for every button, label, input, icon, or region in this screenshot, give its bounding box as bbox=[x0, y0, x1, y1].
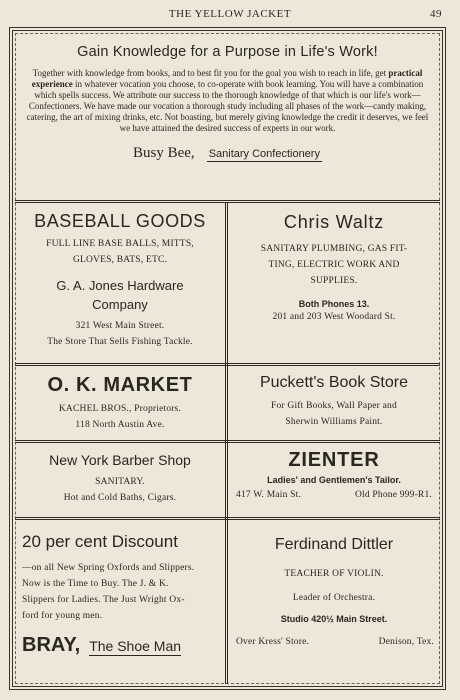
zienter-name: ZIENTER bbox=[288, 449, 380, 471]
busy-bee-ad bbox=[16, 36, 439, 198]
waltz-name: Chris Waltz bbox=[283, 212, 385, 232]
bray-tagline: The Shoe Man bbox=[89, 638, 182, 654]
pucketts-name: Puckett's Book Store bbox=[259, 374, 408, 391]
jones-line: GLOVES, BATS, ETC. bbox=[72, 255, 168, 265]
bray-name: BRAY, bbox=[22, 634, 81, 656]
divider bbox=[225, 203, 228, 684]
dittler-ad bbox=[230, 522, 438, 686]
barber-line: SANITARY. bbox=[95, 477, 145, 487]
bray-ad bbox=[22, 522, 224, 686]
dittler-location: Over Kress' Store. bbox=[236, 637, 310, 647]
dittler-line: Leader of Orchestra. bbox=[292, 593, 376, 603]
dittler-line: TEACHER OF VIOLIN. bbox=[284, 569, 384, 579]
chris-waltz-ad bbox=[230, 205, 438, 361]
busy-bee-signature bbox=[16, 144, 439, 162]
pucketts-ad bbox=[230, 368, 438, 438]
jones-slogan: The Store That Sells Fishing Tackle. bbox=[47, 337, 193, 347]
busy-bee-body-text: in whatever vocation you choose, to co-operate with book learning. You will have a combination which spells success. We attribute our success to the thorough knowledge of that which is our life's work—Confectioners. We have made our vocation a thorough study including all phases of the work—candy making, catering, the art of mixing drinks, etc. Not boasting, but merely giving knowledge the credit it deserves, we feel we have attained the desired success of experts in our work. bbox=[26, 79, 429, 133]
zienter-phone: Old Phone 999-R1. bbox=[354, 490, 432, 500]
barber-shop-ad bbox=[16, 445, 224, 515]
ok-market-name: O. K. MARKET bbox=[47, 374, 193, 396]
waltz-line: SUPPLIES. bbox=[310, 276, 358, 286]
waltz-line: SANITARY PLUMBING, GAS FIT- bbox=[260, 244, 408, 254]
bray-line: Now is the Time to Buy. The J. & K. bbox=[22, 579, 169, 589]
dittler-name: Ferdinand Dittler bbox=[274, 536, 394, 553]
page-number: 49 bbox=[430, 8, 442, 20]
busy-bee-body-emphasis: practical experience bbox=[31, 68, 423, 89]
dittler-studio: Studio 420½ Main Street. bbox=[280, 614, 388, 624]
pucketts-line: Sherwin Williams Paint. bbox=[285, 417, 383, 427]
busy-bee-heading: Gain Knowledge for a Purpose in Life's Work! bbox=[77, 44, 378, 60]
bray-signature bbox=[22, 634, 224, 657]
running-head bbox=[0, 8, 460, 26]
dittler-location-row bbox=[230, 634, 438, 650]
jones-company: Company bbox=[92, 297, 148, 312]
bray-line: —on all New Spring Oxfords and Slippers. bbox=[22, 563, 195, 573]
pucketts-line: For Gift Books, Wall Paper and bbox=[271, 401, 397, 411]
busy-bee-body-text: Together with knowledge from books, and to best fit you for the goal you wish to reach in life, get bbox=[32, 68, 389, 78]
zienter-subtitle: Ladies' and Gentlemen's Tailor. bbox=[267, 475, 401, 485]
bray-heading: 20 per cent Discount bbox=[22, 532, 178, 551]
busy-bee-body bbox=[26, 68, 429, 134]
ok-market-address: 118 North Austin Ave. bbox=[75, 420, 165, 430]
magazine-title: THE YELLOW JACKET bbox=[168, 8, 292, 20]
jones-company: G. A. Jones Hardware bbox=[56, 278, 184, 293]
bray-line: ford for young men. bbox=[22, 611, 103, 621]
waltz-address: 201 and 203 West Woodard St. bbox=[272, 312, 396, 322]
bray-line: Slippers for Ladies. The Just Wright Ox- bbox=[22, 595, 185, 605]
jones-heading: BASEBALL GOODS bbox=[34, 211, 206, 231]
busy-bee-name: Busy Bee, bbox=[133, 145, 195, 161]
ok-market-proprietors: KACHEL BROS., Proprietors. bbox=[58, 404, 182, 414]
dittler-city: Denison, Tex. bbox=[378, 637, 434, 647]
zienter-ad bbox=[230, 445, 438, 515]
zienter-contact bbox=[230, 487, 438, 503]
zienter-address: 417 W. Main St. bbox=[236, 490, 302, 500]
ok-market-ad bbox=[16, 368, 224, 438]
jones-address: 321 West Main Street. bbox=[75, 321, 165, 331]
waltz-phones: Both Phones 13. bbox=[298, 299, 370, 309]
barber-name: New York Barber Shop bbox=[49, 452, 191, 468]
waltz-line: TING, ELECTRIC WORK AND bbox=[268, 260, 400, 270]
jones-hardware-ad bbox=[16, 205, 224, 361]
barber-line: Hot and Cold Baths, Cigars. bbox=[63, 493, 177, 503]
jones-line: FULL LINE BASE BALLS, MITTS, bbox=[46, 239, 194, 249]
busy-bee-tagline: Sanitary Confectionery bbox=[208, 148, 320, 160]
